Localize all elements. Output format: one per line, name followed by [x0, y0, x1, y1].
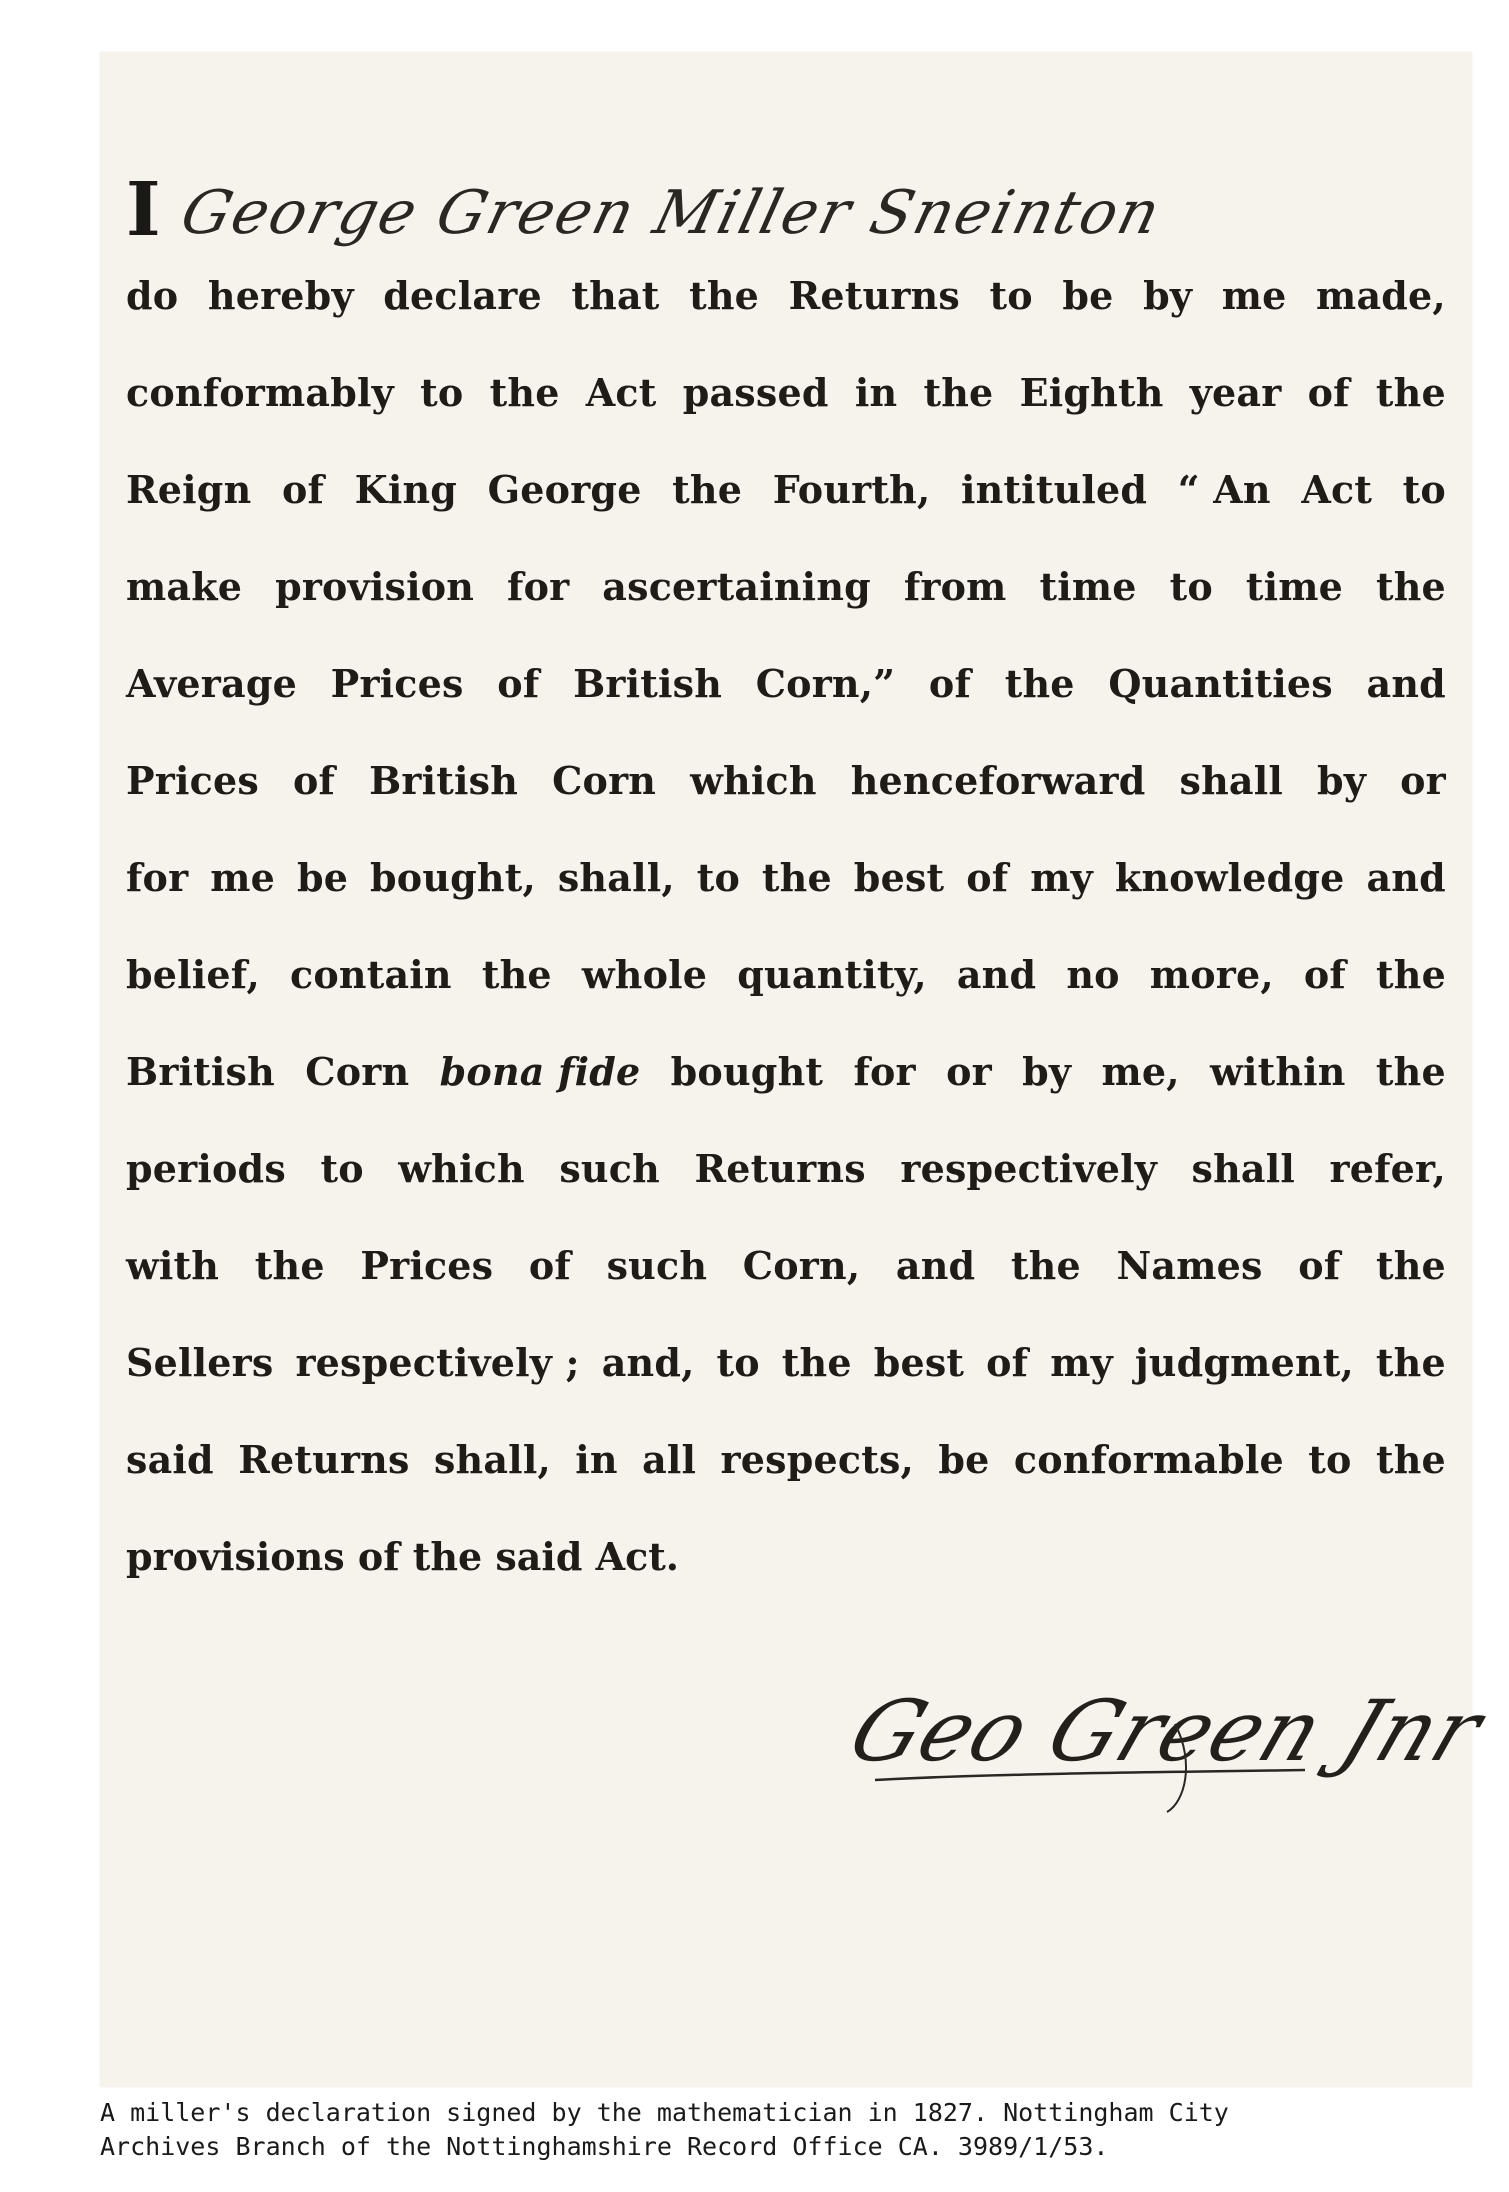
declaration-word: be	[938, 1437, 990, 1482]
declaration-word: which	[690, 758, 817, 803]
declaration-word: to	[1402, 467, 1446, 512]
declaration-word: and,	[601, 1340, 695, 1385]
declaration-line	[126, 635, 1446, 732]
declaration-word: Returns	[694, 1146, 866, 1191]
declaration-body	[126, 142, 1446, 1605]
declaration-word: me	[210, 855, 276, 900]
declaration-word: shall	[1191, 1146, 1296, 1191]
declaration-word: henceforward	[850, 758, 1146, 803]
declaration-word: of	[986, 1340, 1029, 1385]
declaration-word: my	[1030, 855, 1093, 900]
declaration-word: the	[1375, 370, 1446, 415]
declaration-word: the	[1375, 1243, 1446, 1288]
declaration-word: of	[928, 661, 972, 706]
declaration-word: Act	[1301, 467, 1373, 512]
declaration-word: year	[1189, 370, 1282, 415]
declaration-word: to	[420, 370, 464, 415]
declaration-word: declare	[383, 273, 542, 318]
declaration-word: the	[781, 1340, 852, 1385]
declaration-lines	[126, 247, 1446, 1508]
declaration-line	[126, 247, 1446, 344]
caption	[100, 2096, 1480, 2164]
declaration-word: Quantities	[1108, 661, 1333, 706]
document-page	[100, 52, 1496, 2087]
declaration-word: ascertaining	[602, 564, 871, 609]
declaration-word: and	[895, 1243, 976, 1288]
declaration-word: King	[354, 467, 458, 512]
declaration-line	[126, 1411, 1446, 1508]
declaration-word: such	[559, 1146, 660, 1191]
declaration-word: contain	[290, 952, 452, 997]
declaration-word: bought	[670, 1049, 824, 1094]
declaration-word: for	[126, 855, 189, 900]
declaration-word: the	[489, 370, 560, 415]
declaration-word: or	[1400, 758, 1446, 803]
declaration-word: whole	[581, 952, 708, 997]
declaration-word: judgment,	[1134, 1340, 1354, 1385]
declaration-line	[126, 829, 1446, 926]
declaration-word: said	[126, 1437, 214, 1482]
declaration-word: Corn,	[742, 1243, 861, 1288]
declaration-word: refer,	[1329, 1146, 1446, 1191]
declaration-last-line: provisions of the said Act.	[126, 1534, 680, 1579]
declaration-word: Returns	[788, 273, 960, 318]
declaration-word: Fourth,	[772, 467, 931, 512]
declaration-word: that	[571, 273, 660, 318]
declaration-word: the	[761, 855, 832, 900]
declaration-word: the	[1376, 952, 1446, 997]
declaration-line	[126, 926, 1446, 1023]
declaration-line	[126, 1023, 1446, 1120]
declaration-word: conformable	[1013, 1437, 1284, 1482]
declaration-word: the	[1375, 1049, 1446, 1094]
declaration-word: respects,	[720, 1437, 914, 1482]
declaration-word: the	[923, 370, 994, 415]
declaration-word: Prices	[330, 661, 464, 706]
declaration-word: the	[1375, 564, 1446, 609]
declaration-word: the	[481, 952, 552, 997]
declaration-word: intituled	[960, 467, 1148, 512]
declaration-word: from	[903, 564, 1007, 609]
declaration-word: George	[487, 467, 642, 512]
declaration-word: Prices	[360, 1243, 494, 1288]
declaration-word: the	[1375, 1340, 1446, 1385]
declaration-word: Corn	[552, 758, 657, 803]
declaration-line	[126, 1217, 1446, 1314]
declaration-word: time	[1039, 564, 1137, 609]
declaration-word: for	[507, 564, 570, 609]
declaration-word: British	[126, 1049, 275, 1094]
declaration-word: of	[497, 661, 540, 706]
declaration-word: or	[946, 1049, 992, 1094]
signature-text: Geo Green Jnr	[837, 1682, 1496, 1780]
declaration-word: hereby	[207, 273, 354, 318]
declaration-word: to	[716, 1340, 760, 1385]
declaration-word: passed	[682, 370, 829, 415]
declaration-word: Names	[1116, 1243, 1263, 1288]
declaration-word: shall,	[433, 1437, 551, 1482]
opening-letter: I	[126, 167, 161, 253]
declaration-word: and	[956, 952, 1037, 997]
declaration-word: which	[398, 1146, 525, 1191]
caption-line-2: Archives Branch of the Nottinghamshire Record Office CA. 3989/1/53.	[100, 2132, 1109, 2161]
declaration-word: respectively ;	[295, 1340, 580, 1385]
declaration-word: best	[853, 855, 945, 900]
declaration-word: Corn	[305, 1049, 410, 1094]
declaration-word: conformably	[126, 370, 394, 415]
declaration-word: provision	[275, 564, 475, 609]
declaration-word: and	[1366, 661, 1446, 706]
declaration-word: to	[1169, 564, 1213, 609]
declaration-word: within	[1210, 1049, 1346, 1094]
declaration-word: the	[689, 273, 760, 318]
declaration-word: by	[1143, 273, 1193, 318]
declaration-word: best	[873, 1340, 965, 1385]
declaration-word: bought,	[370, 855, 536, 900]
declaration-word: shall,	[557, 855, 675, 900]
declaration-word: all	[642, 1437, 697, 1482]
declaration-word: periods	[126, 1146, 286, 1191]
declaration-word: such	[606, 1243, 708, 1288]
declaration-word: Reign	[126, 467, 252, 512]
declaration-word: to	[696, 855, 741, 900]
declaration-word: of	[281, 467, 325, 512]
declaration-word: respectively	[900, 1146, 1157, 1191]
declaration-word: the	[1375, 1437, 1446, 1482]
declaration-word: time	[1245, 564, 1344, 609]
declaration-word: of	[1298, 1243, 1341, 1288]
declaration-word: in	[854, 370, 898, 415]
declaration-word: of	[966, 855, 1009, 900]
declaration-line	[126, 344, 1446, 441]
declaration-word: to	[320, 1146, 364, 1191]
declaration-word: the	[1010, 1243, 1081, 1288]
declaration-word: Returns	[238, 1437, 410, 1482]
declaration-word: the	[1004, 661, 1075, 706]
declaration-word: Eighth	[1019, 370, 1164, 415]
declaration-word: “ An	[1177, 467, 1271, 512]
declaration-word: bona fide	[439, 1049, 641, 1094]
declaration-word: of	[1307, 370, 1350, 415]
declaration-line	[126, 441, 1446, 538]
declaration-word: to	[989, 273, 1033, 318]
declaration-word: of	[292, 758, 336, 803]
declaration-word: made,	[1316, 273, 1446, 318]
declaration-word: no	[1066, 952, 1120, 997]
declaration-word: more,	[1149, 952, 1274, 997]
caption-line-1: A miller's declaration signed by the mathematician in 1827. Nottingham City	[100, 2098, 1229, 2127]
declaration-word: my	[1050, 1340, 1113, 1385]
declaration-word: me	[1221, 273, 1287, 318]
signature	[835, 1662, 1496, 1822]
declaration-word: belief,	[126, 952, 260, 997]
declaration-word: of	[528, 1243, 571, 1288]
declaration-word: Prices	[126, 758, 259, 803]
handwritten-name: George Green Miller Sneinton	[173, 178, 1169, 248]
declaration-word: me,	[1101, 1049, 1180, 1094]
declaration-word: and	[1366, 855, 1446, 900]
declaration-word: with	[126, 1243, 220, 1288]
declaration-word: Corn,”	[755, 661, 896, 706]
declaration-word: to	[1308, 1437, 1352, 1482]
declaration-line	[126, 1314, 1446, 1411]
declaration-word: shall	[1179, 758, 1284, 803]
declaration-word: do	[126, 273, 179, 318]
declaration-word: be	[1062, 273, 1114, 318]
declaration-line	[126, 732, 1446, 829]
signature-flourish	[835, 1662, 1395, 1822]
declaration-line	[126, 538, 1446, 635]
declaration-word: Sellers	[126, 1340, 274, 1385]
declaration-line	[126, 1120, 1446, 1217]
declaration-word: British	[573, 661, 723, 706]
declaration-word: quantity,	[737, 952, 927, 997]
declaration-word: of	[1303, 952, 1346, 997]
declaration-word: for	[853, 1049, 916, 1094]
declaration-word: Act	[585, 370, 657, 415]
declaration-word: in	[575, 1437, 618, 1482]
declaration-word: be	[296, 855, 349, 900]
declaration-word: the	[672, 467, 743, 512]
declaration-word: by	[1317, 758, 1367, 803]
declaration-opening	[126, 142, 1446, 253]
declaration-word: the	[254, 1243, 325, 1288]
declaration-word: by	[1022, 1049, 1072, 1094]
declaration-word: knowledge	[1114, 855, 1345, 900]
declaration-word: Average	[126, 661, 297, 706]
declaration-word: make	[126, 564, 243, 609]
declaration-word: British	[369, 758, 519, 803]
